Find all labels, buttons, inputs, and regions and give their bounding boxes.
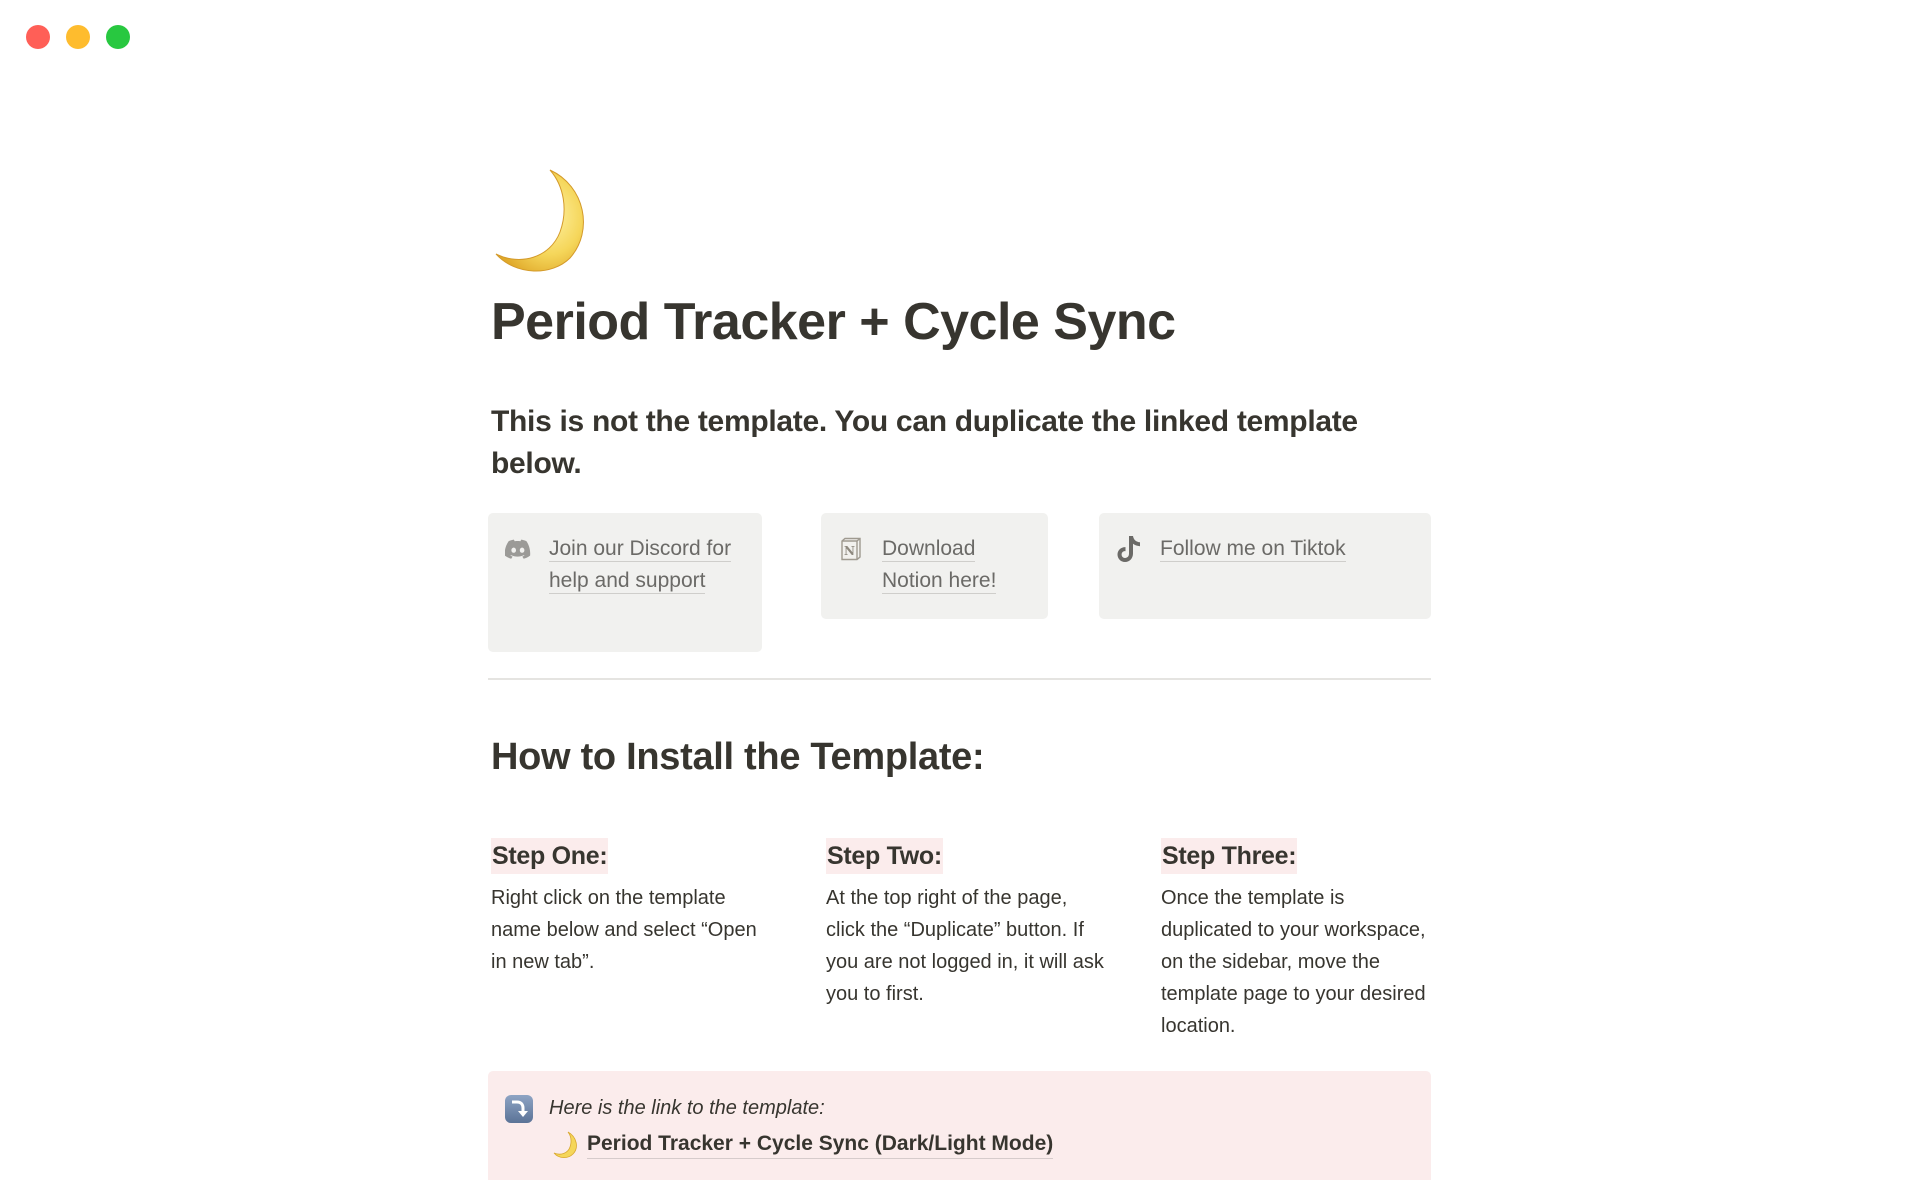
crescent-moon-icon: [553, 1131, 579, 1159]
discord-icon: [504, 535, 532, 563]
crescent-moon-icon[interactable]: [490, 166, 600, 276]
step-two: [826, 838, 1111, 1010]
template-page-link[interactable]: [553, 1130, 1053, 1159]
step-body: At the top right of the page, click the “Duplicate” button. If you are not logged in, it will ask you to first.: [826, 887, 1104, 1005]
minimize-window-button[interactable]: [66, 25, 90, 49]
template-link-label[interactable]: Period Tracker + Cycle Sync (Dark/Light Mode): [587, 1130, 1053, 1159]
tiktok-link-text[interactable]: Follow me on Tiktok: [1160, 537, 1346, 560]
discord-link-text[interactable]: Join our Discord for help and support: [549, 537, 732, 592]
tiktok-icon: [1115, 535, 1143, 563]
step-body: Once the template is duplicated to your workspace, on the sidebar, move the template page to your desired location.: [1161, 887, 1426, 1037]
arrow-curving-down-icon: [504, 1094, 534, 1124]
template-link-callout: [488, 1071, 1431, 1180]
step-heading: Step Three:: [1161, 838, 1297, 874]
step-heading: Step One:: [491, 838, 608, 874]
maximize-window-button[interactable]: [106, 25, 130, 49]
install-heading: How to Install the Template:: [491, 736, 985, 778]
step-three: [1161, 838, 1436, 1042]
link-cards: [488, 513, 1431, 653]
tiktok-link-card[interactable]: [1099, 513, 1431, 619]
callout-text: Here is the link to the template:: [549, 1097, 825, 1119]
svg-text:N: N: [844, 544, 855, 558]
step-body: Right click on the template name below and select “Open in new tab”.: [491, 887, 757, 973]
step-one: [491, 838, 771, 978]
notion-download-card[interactable]: [821, 513, 1048, 619]
window-controls: [26, 25, 130, 49]
step-heading: Step Two:: [826, 838, 943, 874]
discord-link-card[interactable]: [488, 513, 762, 652]
divider: [488, 678, 1431, 680]
close-window-button[interactable]: [26, 25, 50, 49]
page-title: Period Tracker + Cycle Sync: [491, 293, 1176, 351]
page-subheading: This is not the template. You can duplicate the linked template below.: [491, 405, 1358, 480]
notion-download-text[interactable]: Download Notion here!: [882, 537, 997, 592]
notion-icon: [837, 535, 865, 563]
